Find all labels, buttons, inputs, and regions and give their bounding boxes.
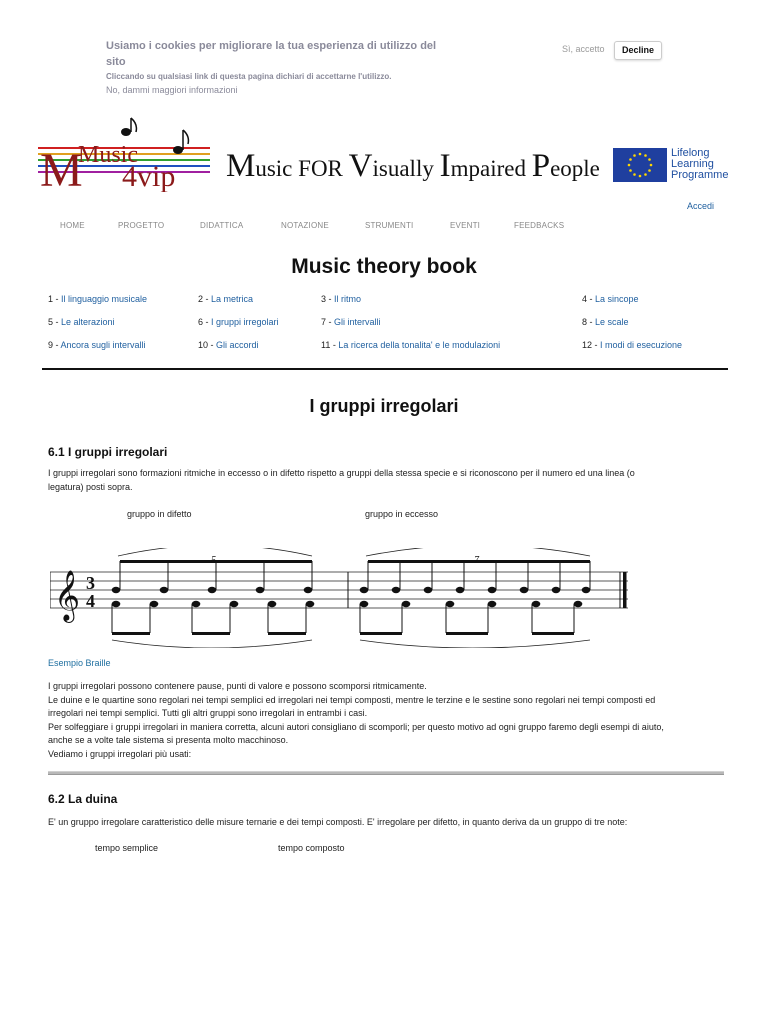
nav-item-didattica[interactable]: DIDATTICA xyxy=(200,221,244,230)
eu-text-line: Programme xyxy=(671,169,729,181)
toc-number: 7 - xyxy=(321,317,335,327)
nav-item-notazione[interactable]: NOTAZIONE xyxy=(281,221,329,230)
toc-item xyxy=(198,340,259,350)
eu-text-line: Learning xyxy=(671,158,714,170)
cookie-consent-note: Cliccando su qualsiasi link di questa pagina dichiari di accettarne l'utilizzo. xyxy=(106,72,392,81)
title-cap-p: P xyxy=(531,148,551,184)
toc-link[interactable]: La ricerca della tonalita' e le modulazioni xyxy=(338,340,501,350)
body-line: I gruppi irregolari possono contenere pause, punti di valore e possono scomporsi ritmicamente. xyxy=(48,681,427,691)
book-title: Music theory book xyxy=(291,255,477,278)
time-signature-top: 3 xyxy=(86,573,95,593)
logo-text-bottom: 4vip xyxy=(122,160,176,192)
logo-letter-m: M xyxy=(40,144,83,192)
toc-item xyxy=(48,317,115,327)
toc-item xyxy=(198,317,279,327)
label-gruppo-eccesso: gruppo in eccesso xyxy=(365,509,439,519)
toc-number: 5 - xyxy=(48,317,62,327)
title-part: mpaired xyxy=(450,156,532,181)
eu-programme-text xyxy=(671,148,728,181)
site-logo[interactable] xyxy=(38,116,210,192)
body-line: irregolari nei tempi semplici. Tutti gli altri gruppi sono irregolari in entrambi i casi. xyxy=(48,708,368,719)
toc-item xyxy=(582,340,682,350)
section-body xyxy=(48,680,728,762)
toc-link[interactable]: Il ritmo xyxy=(334,294,362,304)
tuplet-number-5: 5 xyxy=(211,555,216,566)
cookie-banner xyxy=(0,0,768,110)
toc-link[interactable]: Gli accordi xyxy=(216,340,259,350)
toc-number: 12 - xyxy=(582,340,601,350)
body-line: anche se a volte tale sistema si presenta molto macchinoso. xyxy=(48,735,289,746)
toc-item xyxy=(321,317,381,327)
chapter-title: I gruppi irregolari xyxy=(309,396,459,416)
toc-link[interactable]: Il linguaggio musicale xyxy=(61,294,148,304)
toc-item xyxy=(198,294,253,304)
title-part: isually xyxy=(372,156,440,181)
tuplet-number-7: 7 xyxy=(474,555,479,566)
toc-number: 11 - xyxy=(321,340,339,350)
label-tempo-composto: tempo composto xyxy=(278,843,345,853)
toc-number: 4 - xyxy=(582,294,596,304)
cookie-message: Usiamo i cookies per migliorare la tua esperienza di utilizzo del sito xyxy=(106,40,437,68)
section2-text: E' un gruppo irregolare caratteristico delle misure ternarie e dei tempi composti. E' irregolare per difetto, in quanto deriva da un gruppo di tre note: xyxy=(48,817,628,827)
toc-number: 10 - xyxy=(198,340,217,350)
nav-item-progetto[interactable]: PROGETTO xyxy=(118,221,165,230)
toc-link[interactable]: I modi di esecuzione xyxy=(600,340,683,350)
site-title xyxy=(226,148,600,185)
nav-item-home[interactable]: HOME xyxy=(60,221,85,230)
cookie-more-info-link[interactable]: No, dammi maggiori informazioni xyxy=(106,85,238,95)
logo-text-top: Music xyxy=(78,142,138,168)
toc-link[interactable]: I gruppi irregolari xyxy=(211,317,279,327)
toc-link[interactable]: Ancora sugli intervalli xyxy=(60,340,146,350)
title-cap-v: V xyxy=(348,148,373,184)
label-gruppo-difetto: gruppo in difetto xyxy=(127,509,192,519)
toc-item xyxy=(321,340,500,350)
toc-item xyxy=(321,294,361,304)
toc-item xyxy=(582,317,629,327)
toc-link[interactable]: La sincope xyxy=(595,294,639,304)
toc-number: 1 - xyxy=(48,294,62,304)
body-line: Le duine e le quartine sono regolari nei tempi semplici ed irregolari nei tempi composti, mentre le terzine e le sestine sono regolari nei tempi composti ed xyxy=(48,694,656,705)
toc-number: 3 - xyxy=(321,294,335,304)
lifelong-learning-logo xyxy=(613,148,733,184)
title-part: usic xyxy=(255,156,299,181)
cookie-decline-button[interactable]: Decline xyxy=(614,41,662,60)
eu-flag-icon xyxy=(613,148,667,182)
toc-link[interactable]: Le scale xyxy=(595,317,629,327)
toc-number: 9 - xyxy=(48,340,61,350)
toc-item xyxy=(48,294,147,304)
section-separator xyxy=(48,771,724,775)
title-cap-i: I xyxy=(439,148,451,184)
toc-item xyxy=(48,340,146,350)
intro-line: I gruppi irregolari sono formazioni ritmiche in eccesso o in difetto rispetto a gruppi della stessa specie e si riconoscono per il numero ed una linea (o xyxy=(48,468,635,478)
title-cap-m: M xyxy=(226,148,256,184)
nav-item-eventi[interactable]: EVENTI xyxy=(450,221,481,230)
section-intro xyxy=(48,467,728,494)
section-heading-6-2: 6.2 La duina xyxy=(48,792,118,806)
title-part: FOR xyxy=(298,156,349,181)
section-divider xyxy=(42,368,728,370)
toc-link[interactable]: Le alterazioni xyxy=(61,317,115,327)
music-staff-example xyxy=(50,548,630,648)
body-line: Per solfeggiare i gruppi irregolari in maniera corretta, alcuni autori consigliano di scomporli; per questo motivo ad ogni gruppo faremo degli esempi di aiuto, xyxy=(48,721,664,732)
toc-number: 6 - xyxy=(198,317,212,327)
eu-text-line: Lifelong xyxy=(671,147,710,159)
toc-link[interactable]: Gli intervalli xyxy=(334,317,381,327)
time-signature-bottom: 4 xyxy=(86,591,95,611)
label-tempo-semplice: tempo semplice xyxy=(95,843,159,853)
nav-item-feedbacks[interactable]: FEEDBACKS xyxy=(514,221,565,230)
toc-link[interactable]: La metrica xyxy=(211,294,254,304)
toc-item xyxy=(582,294,639,304)
title-part: eople xyxy=(550,156,600,181)
body-line: Vediamo i gruppi irregolari più usati: xyxy=(48,748,192,759)
toc-number: 8 - xyxy=(582,317,596,327)
section-heading-6-1: 6.1 I gruppi irregolari xyxy=(48,445,168,459)
cookie-accept-button[interactable]: Sì, accetto xyxy=(562,44,605,54)
login-link[interactable]: Accedi xyxy=(687,201,715,211)
treble-clef-icon: 𝄞 xyxy=(54,570,81,621)
braille-example-link[interactable]: Esempio Braille xyxy=(48,658,111,668)
toc-number: 2 - xyxy=(198,294,212,304)
intro-line: legatura) posti sopra. xyxy=(48,481,133,492)
nav-item-strumenti[interactable]: STRUMENTI xyxy=(365,221,414,230)
